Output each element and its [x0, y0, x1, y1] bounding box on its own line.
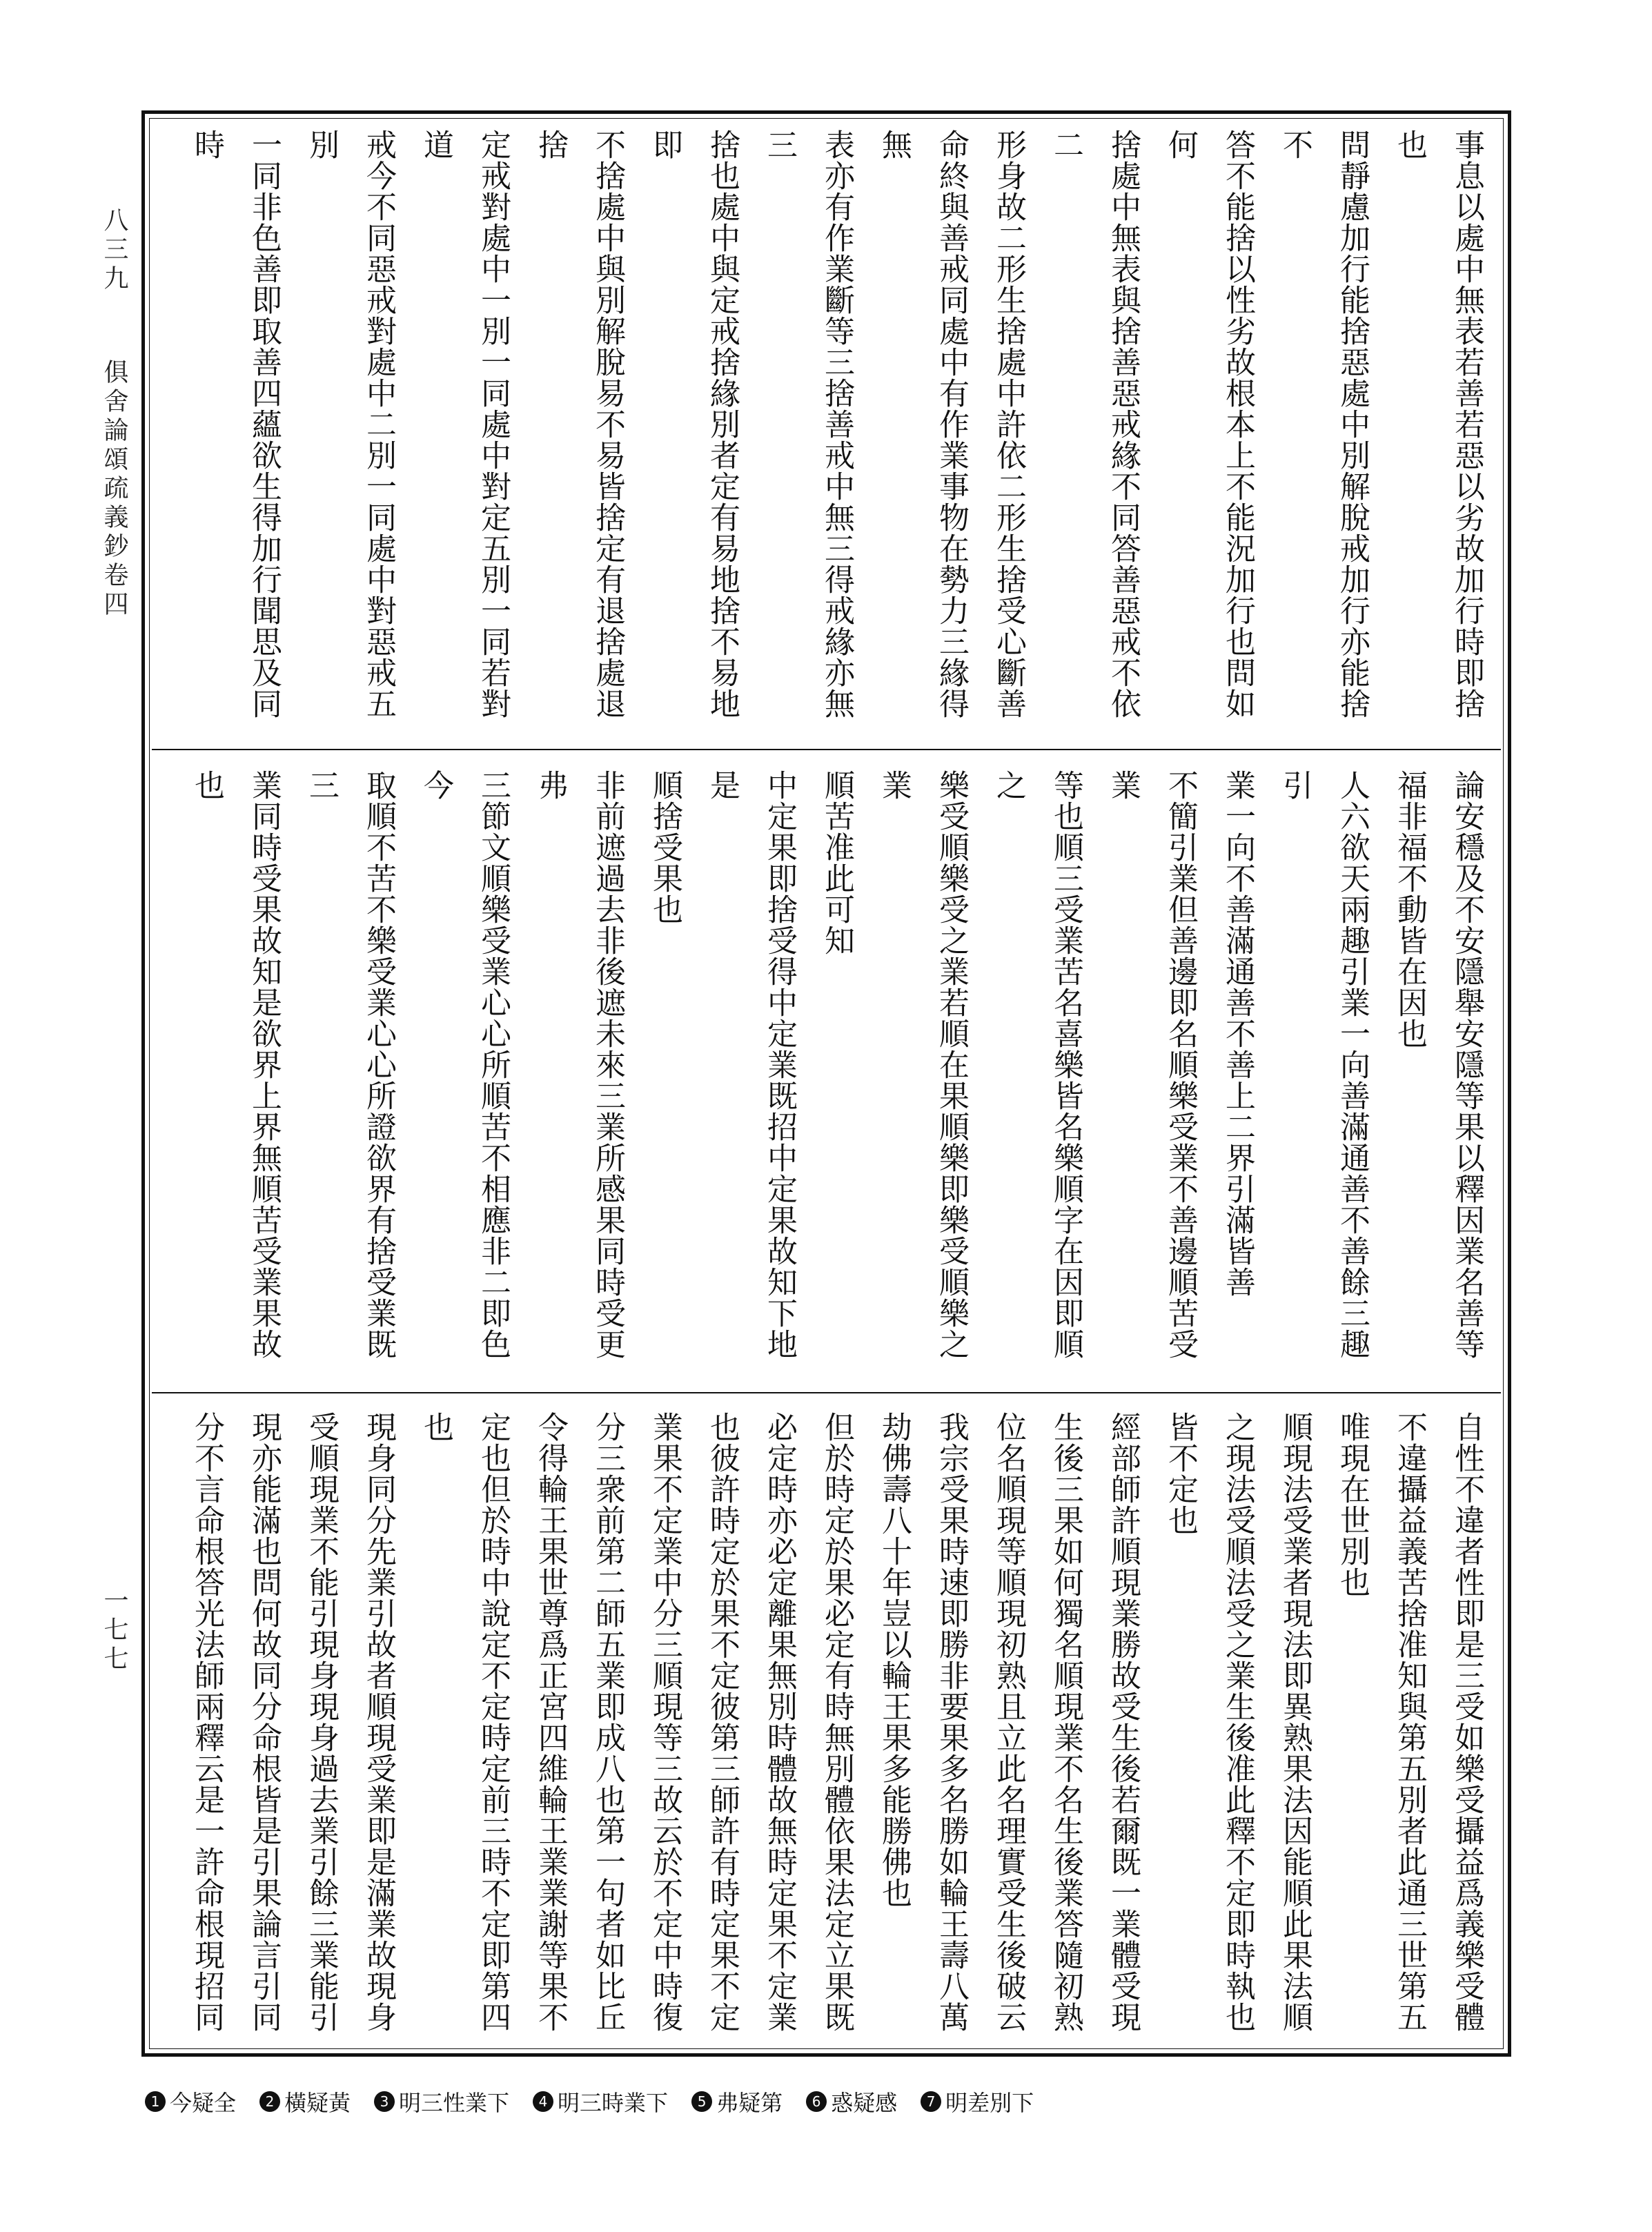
text-column: 順苦准此可知 — [819, 770, 854, 956]
text-column: 也 — [418, 1411, 453, 1442]
middle-register — [157, 770, 1495, 1377]
text-column: 生後三果如何獨名順現業不名生後業答隨初熟 — [1048, 1411, 1083, 2033]
text-column: 受順現業不能引現身現身過去業引餘三業能引 — [304, 1411, 339, 2033]
text-column: 現亦能滿也問何故同分命根皆是引果論言引同 — [246, 1411, 282, 2033]
footnote — [259, 2086, 351, 2117]
text-column: 業一向不善滿通善不善上二界引滿皆善 — [1220, 770, 1255, 1298]
text-column: 中定果即捨受得中定業既招中定果故知下地是 — [705, 770, 797, 1360]
footnote-number-marker: 3 — [374, 2091, 395, 2112]
leaf-number: 一七七 — [100, 1587, 128, 1674]
text-column: 事息以處中無表若善若惡以劣故加行時即捨也 — [1392, 129, 1484, 719]
footnote-text: 橫疑黃 — [284, 2090, 351, 2116]
text-column: 答不能捨以性劣故根本上不能況加行也問如何 — [1163, 129, 1255, 719]
text-column: 現身同分先業引故者順現受業即是滿業故現身 — [361, 1411, 396, 2033]
footnote-number-marker: 6 — [806, 2091, 827, 2112]
text-column: 唯現在世別也 — [1335, 1411, 1370, 1598]
text-column: 不違攝益義苦捨准知與第五別者此通三世第五 — [1392, 1411, 1427, 2033]
text-column: 人六欲天兩趣引業一向善滿通善不善餘三趣引 — [1277, 770, 1370, 1360]
text-column: 形身故二形生捨處中許依二形生捨受心斷善 — [991, 129, 1026, 719]
text-column: 不捨處中與別解脫易不易皆捨定有退捨處退捨 — [533, 129, 625, 719]
text-column: 命終與善戒同處中有作業事物在勢力三緣得無 — [876, 129, 969, 719]
footnote-number-marker: 2 — [259, 2091, 280, 2112]
footnote — [806, 2086, 897, 2117]
footnote-text: 明差別下 — [945, 2090, 1034, 2116]
text-column: 一同非色善即取善四蘊欲生得加行聞思及同時 — [189, 129, 282, 719]
text-column: 樂受順樂受之業若順在果順樂即樂受順樂之業 — [876, 770, 969, 1360]
text-column: 捨也處中與定戒捨緣別者定有易地捨不易地即 — [647, 129, 740, 719]
text-column: 三節文順樂受業心心所順苦不相應非二即色今 — [418, 770, 511, 1360]
text-column: 福非福不動皆在因也 — [1392, 770, 1427, 1049]
text-column: 非前遮過去非後遮未來三業所感果同時受更弗 — [533, 770, 625, 1360]
footnote-number-marker: 7 — [921, 2091, 941, 2112]
footnote — [145, 2086, 236, 2117]
text-column: 分三衆前第二師五業即成八也第一句者如比丘 — [590, 1411, 625, 2033]
footnote-text: 惑疑感 — [831, 2090, 898, 2116]
text-column: 等也順三受業苦名喜樂皆名樂順字在因即順之 — [991, 770, 1083, 1360]
text-column: 經部師許順現業勝故受生後若爾既一業體受現 — [1105, 1411, 1141, 2033]
text-column: 取順不苦不樂受業心心所證欲界有捨受業既三 — [304, 770, 396, 1360]
text-column: 令得輪王果世尊爲正宮四維輪王業業謝等果不 — [533, 1411, 568, 2033]
footnote — [374, 2086, 509, 2117]
text-column: 捨處中無表與捨善惡戒緣不同答善惡戒不依二 — [1048, 129, 1141, 719]
text-column: 不簡引業但善邊即名順樂受業不善邊順苦受業 — [1105, 770, 1198, 1360]
footnote-text: 今疑全 — [170, 2090, 237, 2116]
register-divider — [152, 749, 1501, 750]
text-column: 也彼許時定於果不定彼第三師許有時定果不定 — [705, 1411, 740, 2033]
text-column: 我宗受果時速即勝非要果多名勝如輪王壽八萬 — [934, 1411, 969, 2033]
register-divider — [152, 1392, 1501, 1393]
text-column: 順捨受果也 — [647, 770, 682, 925]
text-column: 表亦有作業斷等三捨善戒中無三得戒緣亦無三 — [762, 129, 854, 719]
text-column: 自性不違者性即是三受如樂受攝益爲義樂受體 — [1449, 1411, 1484, 2033]
footnote-number-marker: 4 — [533, 2091, 553, 2112]
footnote-number-marker: 5 — [691, 2091, 712, 2112]
text-column: 皆不定也 — [1163, 1411, 1198, 1536]
text-column: 定也但於時中說定不定時定前三時不定即第四 — [475, 1411, 511, 2033]
text-column: 必定時亦必定離果無別時體故無時定果不定業 — [762, 1411, 797, 2033]
text-column: 戒今不同惡戒對處中二別一同處中對惡戒五別 — [304, 129, 396, 719]
text-frame — [141, 110, 1511, 2057]
text-column: 位名順現等順現初熟且立此名理實受生後破云 — [991, 1411, 1026, 2033]
text-column: 之現法受順法受之業生後准此釋不定即時執也 — [1220, 1411, 1255, 2033]
footnote — [921, 2086, 1034, 2117]
text-column: 業果不定業中分三順現等三故云於不定中時復 — [647, 1411, 682, 2033]
top-register — [157, 129, 1495, 736]
footnote-row — [145, 2081, 1511, 2122]
footnote-text: 弗疑第 — [716, 2090, 783, 2116]
text-column: 分不言命根答光法師兩釋云是一許命根現招同 — [189, 1411, 224, 2033]
footnote-text: 明三性業下 — [399, 2090, 510, 2116]
bottom-register — [157, 1411, 1495, 2043]
text-column: 論安穩及不安隱舉安隱等果以釋因業名善等 — [1449, 770, 1484, 1360]
text-column: 劫佛壽八十年豈以輪王果多能勝佛也 — [876, 1411, 912, 1908]
text-column: 問靜慮加行能捨惡處中別解脫戒加行亦能捨不 — [1277, 129, 1370, 719]
text-column: 業同時受果故知是欲界上界無順苦受業果故也 — [189, 770, 282, 1360]
text-column: 順現法受業者現法即異熟果法因能順此果法順 — [1277, 1411, 1312, 2033]
footnote-number-marker: 1 — [145, 2091, 166, 2112]
book-title: 俱舍論頌疏義鈔卷四 — [100, 359, 128, 620]
text-column: 定戒對處中一別一同處中對定五別一同若對道 — [418, 129, 511, 719]
text-column: 但於時定於果必定有時無別體依果法定立果既 — [819, 1411, 854, 2033]
page-number: 八三九 — [100, 207, 128, 294]
footnote — [533, 2086, 668, 2117]
footnote — [691, 2086, 783, 2117]
footnote-text: 明三時業下 — [558, 2090, 669, 2116]
